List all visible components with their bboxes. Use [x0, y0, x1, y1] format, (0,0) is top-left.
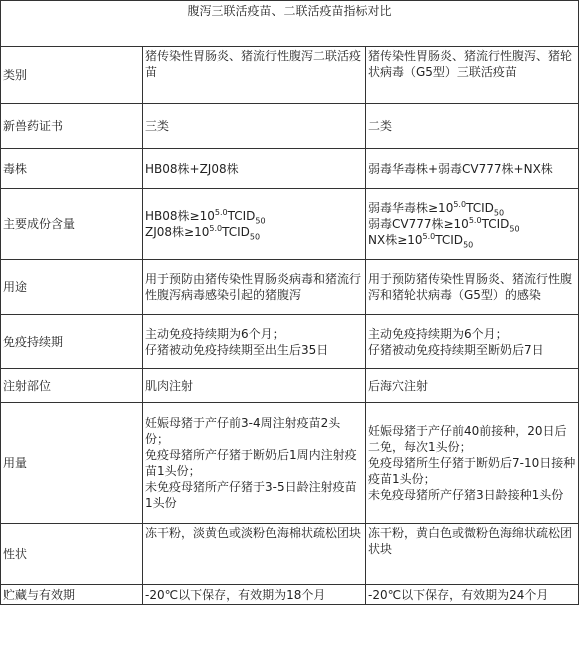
row-label: 类别: [1, 47, 143, 104]
formula-pre: 弱毒华毒株≥10: [368, 201, 454, 215]
cell-two-valent: [143, 47, 366, 104]
formula-sub: 50: [249, 232, 261, 242]
cell-line: 主动免疫持续期为6个月；: [145, 326, 285, 341]
row-label: 用途: [1, 260, 143, 315]
formula-sup: 5.0: [214, 208, 228, 217]
cell-line: 肌肉注射: [145, 378, 194, 393]
formula-sub: 50: [493, 208, 505, 218]
cell-three-valent: [366, 403, 579, 524]
table-title: 腹泻三联活疫苗、二联活疫苗指标对比: [1, 1, 579, 47]
table-row: [1, 149, 579, 189]
cell-line: 妊娠母猪于产仔前3-4周注射疫苗2头份；: [145, 416, 341, 446]
table-row: [1, 585, 579, 605]
table-row: [1, 189, 579, 260]
table-row: [1, 524, 579, 585]
cell-line: 冻干粉，淡黄色或淡粉色海棉状疏松团块: [145, 526, 362, 540]
cell-line: 弱毒华毒株+弱毒CV777株+NX株: [368, 161, 553, 176]
formula-sup: 5.0: [209, 224, 223, 233]
formula-pre: HB08株≥10: [145, 209, 215, 223]
content-formula: [368, 200, 576, 216]
title-row: [1, 1, 579, 47]
cell-line: 用于预防由猪传染性胃肠炎病毒和猪流行性腹泻病毒感染引起的猪腹泻: [145, 272, 362, 302]
formula-sup: 5.0: [422, 232, 436, 241]
cell-line: -20℃以下保存，有效期为24个月: [368, 587, 549, 602]
cell-line: 妊娠母猪于产仔前40前接种，20日后二免，每次1头份；: [368, 424, 567, 454]
cell-two-valent: [143, 149, 366, 189]
cell-line: 免疫母猪所产仔猪于断奶后1周内注射疫苗1头份；: [145, 448, 357, 478]
table-row: [1, 260, 579, 315]
cell-line: 用于预防猪传染性胃肠炎、猪流行性腹泻和猪轮状病毒（G5型）的感染: [368, 272, 573, 302]
cell-line: 仔猪被动免疫持续期至断奶后7日: [368, 342, 544, 357]
row-label: 毒株: [1, 149, 143, 189]
formula-sup: 5.0: [468, 216, 482, 225]
cell-line: 冻干粉，黄白色或微粉色海绵状疏松团状块: [368, 526, 573, 556]
cell-two-valent: [143, 189, 366, 260]
cell-three-valent: [366, 260, 579, 315]
cell-line: HB08株+ZJ08株: [145, 161, 239, 176]
formula-pre: NX株≥10: [368, 233, 423, 247]
cell-line: -20℃以下保存，有效期为18个月: [145, 587, 326, 602]
cell-line: 猪传染性胃肠炎、猪流行性腹泻、猪轮状病毒（G5型）三联活疫苗: [368, 49, 573, 79]
cell-three-valent: [366, 369, 579, 403]
cell-three-valent: [366, 585, 579, 605]
formula-sup: 5.0: [453, 200, 467, 209]
cell-line: 未免疫母猪所产仔猪于3-5日龄注射疫苗1头份: [145, 480, 357, 510]
formula-mid: TCID: [481, 217, 510, 231]
content-formula: [145, 224, 363, 240]
cell-line: 猪传染性胃肠炎、猪流行性腹泻二联活疫苗: [145, 49, 362, 79]
cell-line: 二类: [368, 119, 393, 133]
row-label: 免疫持续期: [1, 315, 143, 369]
formula-sub: 50: [509, 224, 520, 234]
cell-two-valent: [143, 260, 366, 315]
cell-two-valent: [143, 369, 366, 403]
cell-two-valent: [143, 585, 366, 605]
row-label: 新兽药证书: [1, 104, 143, 149]
cell-two-valent: [143, 104, 366, 149]
cell-line: 三类: [145, 119, 170, 133]
formula-pre: 弱毒CV777株≥10: [368, 217, 469, 231]
formula-mid: TCID: [435, 233, 464, 247]
row-label: 性状: [1, 524, 143, 585]
cell-line: 免疫母猪所生仔猪于断奶后7-10日接种疫苗1头份；: [368, 456, 576, 486]
table-row: [1, 403, 579, 524]
cell-three-valent: [366, 47, 579, 104]
formula-sub: 50: [255, 216, 266, 226]
formula-pre: ZJ08株≥10: [145, 225, 210, 239]
cell-two-valent: [143, 524, 366, 585]
cell-line: 仔猪被动免疫持续期至出生后35日: [145, 342, 329, 357]
row-label: 用量: [1, 403, 143, 524]
formula-mid: TCID: [466, 201, 494, 215]
content-formula: [368, 216, 576, 232]
row-label: 主要成份含量: [1, 189, 143, 260]
table-row: [1, 369, 579, 403]
formula-mid: TCID: [227, 209, 256, 223]
formula-mid: TCID: [222, 225, 250, 239]
content-formula: [145, 208, 363, 224]
cell-two-valent: [143, 403, 366, 524]
cell-three-valent: [366, 524, 579, 585]
cell-two-valent: [143, 315, 366, 369]
table-row: [1, 104, 579, 149]
cell-line: 未免疫母猪所产仔猪3日龄接种1头份: [368, 488, 564, 502]
cell-three-valent: [366, 149, 579, 189]
cell-three-valent: [366, 104, 579, 149]
table-row: [1, 315, 579, 369]
formula-sub: 50: [463, 240, 474, 250]
cell-line: 主动免疫持续期为6个月；: [368, 326, 508, 341]
row-label: 贮藏与有效期: [1, 585, 143, 605]
row-label: 注射部位: [1, 369, 143, 403]
content-formula: [368, 232, 576, 248]
table-row: [1, 47, 579, 104]
cell-three-valent: [366, 189, 579, 260]
cell-line: 后海穴注射: [368, 378, 429, 393]
cell-three-valent: [366, 315, 579, 369]
